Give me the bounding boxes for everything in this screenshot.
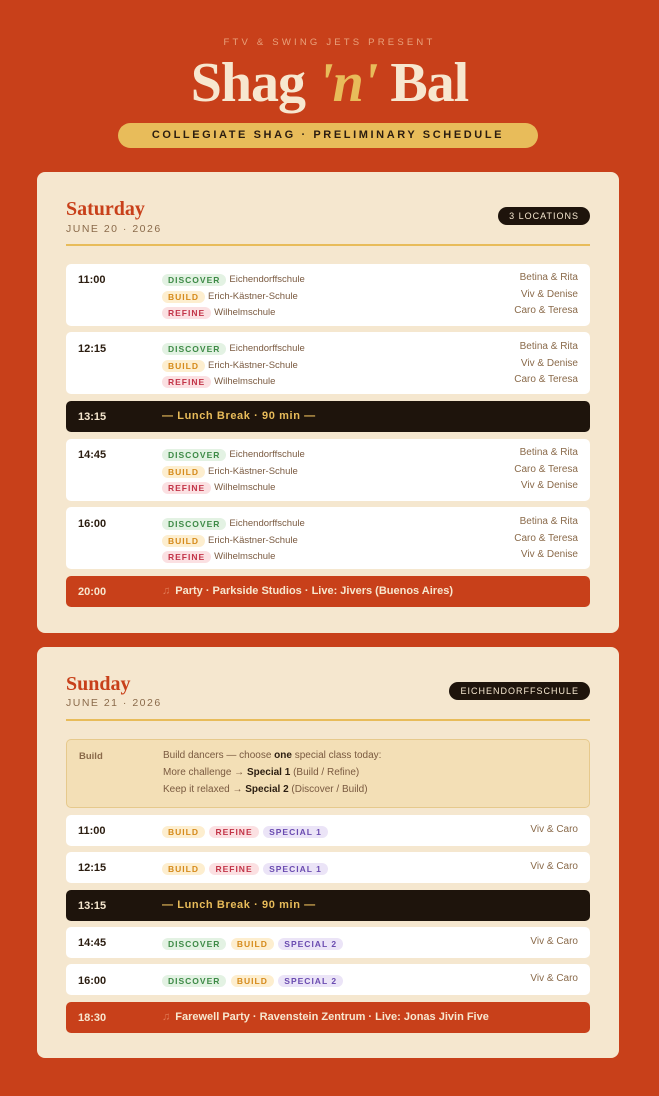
teacher-names: Betina & Rita (519, 272, 578, 283)
slot-time: 14:45 (78, 937, 107, 949)
teacher-names: Viv & Denise (520, 358, 578, 369)
schedule-row[interactable] (66, 927, 590, 958)
venue-name: Wilhelmschule (214, 376, 276, 388)
teacher-names: Viv & Denise (520, 549, 578, 560)
level-tag-build: BUILD (162, 466, 205, 478)
class-line (162, 271, 578, 285)
divider (66, 719, 590, 721)
party-row[interactable] (66, 576, 590, 607)
schedule-subtitle-pill: COLLEGIATE SHAG · PRELIMINARY SCHEDULE (118, 123, 538, 148)
teacher-names: Betina & Rita (519, 516, 578, 527)
note-label: Build (79, 751, 103, 762)
level-tag-discover: DISCOVER (162, 938, 226, 950)
note-text: (Discover / Build) (288, 784, 368, 795)
venue-name: Erich-Kästner-Schule (207, 466, 298, 478)
slot-time: 18:30 (78, 1012, 107, 1024)
schedule-row[interactable] (66, 264, 590, 326)
note-emphasis: Special 2 (245, 784, 289, 795)
day-date: JUNE 20 · 2026 (66, 223, 162, 235)
event-title (0, 50, 659, 116)
schedule-row[interactable] (66, 815, 590, 846)
class-line (162, 304, 578, 318)
level-tag-build: BUILD (231, 975, 274, 987)
teacher-names: Caro & Teresa (514, 464, 578, 475)
divider (66, 244, 590, 246)
level-tag-discover: DISCOVER (162, 518, 226, 530)
level-tag-build: BUILD (162, 863, 205, 875)
teacher-names: Betina & Rita (519, 341, 578, 352)
venue-name: Wilhelmschule (214, 307, 276, 319)
class-line (162, 935, 578, 949)
lunch-break-row (66, 890, 590, 921)
level-tag-discover: DISCOVER (162, 343, 226, 355)
party-label (162, 1011, 489, 1023)
venue-name: Eichendorffschule (229, 343, 305, 355)
venue-name: Eichendorffschule (229, 449, 305, 461)
level-tag-special: SPECIAL 2 (278, 975, 343, 987)
teacher-names: Viv & Denise (520, 289, 578, 300)
note-line (163, 750, 381, 761)
venue-name: Erich-Kästner-Schule (207, 291, 298, 303)
venue-name: Erich-Kästner-Schule (207, 360, 298, 372)
build-dancers-note (66, 739, 590, 808)
venue-name: Erich-Kästner-Schule (207, 535, 298, 547)
slot-time: 13:15 (78, 411, 107, 423)
level-tag-build: BUILD (162, 535, 205, 547)
slot-time: 11:00 (78, 825, 106, 837)
slot-time: 12:15 (78, 343, 107, 355)
class-line (162, 515, 578, 529)
slot-time: 20:00 (78, 586, 107, 598)
day-title: Saturday (66, 198, 145, 220)
teacher-names: Viv & Caro (530, 936, 578, 947)
level-tag-refine: REFINE (162, 376, 211, 388)
teacher-names: Betina & Rita (519, 447, 578, 458)
note-line (163, 767, 359, 778)
title-part-shag: Shag (190, 52, 306, 114)
schedule-row[interactable] (66, 507, 590, 569)
class-line (162, 463, 578, 477)
venue-name: Eichendorffschule (229, 518, 305, 530)
class-line (162, 860, 578, 874)
note-text: More challenge → (163, 767, 247, 778)
class-line (162, 340, 578, 354)
slot-time: 11:00 (78, 274, 106, 286)
title-part-n: 'n' (318, 52, 378, 114)
class-line (162, 823, 578, 837)
teacher-names: Caro & Teresa (514, 305, 578, 316)
note-text: Build dancers — choose (163, 750, 275, 761)
slot-time: 16:00 (78, 518, 107, 530)
party-label (162, 585, 453, 597)
slot-time: 12:15 (78, 862, 107, 874)
day-date: JUNE 21 · 2026 (66, 697, 162, 709)
teacher-names: Viv & Denise (520, 480, 578, 491)
level-tag-discover: DISCOVER (162, 449, 226, 461)
class-line (162, 373, 578, 387)
teacher-names: Viv & Caro (530, 861, 578, 872)
level-tag-build: BUILD (162, 360, 205, 372)
music-note-icon: ♫ (162, 585, 171, 597)
slot-time: 16:00 (78, 975, 107, 987)
venue-badge: EICHENDORFFSCHULE (449, 682, 590, 700)
locations-badge: 3 LOCATIONS (498, 207, 590, 225)
teacher-names: Caro & Teresa (514, 374, 578, 385)
level-tag-refine: REFINE (162, 307, 211, 319)
slot-time: 14:45 (78, 449, 107, 461)
title-part-bal: Bal (390, 52, 469, 114)
schedule-row[interactable] (66, 332, 590, 394)
note-text: special class today: (291, 750, 382, 761)
schedule-row[interactable] (66, 439, 590, 501)
level-tag-refine: REFINE (209, 826, 258, 838)
level-tag-build: BUILD (162, 826, 205, 838)
note-text: Keep it relaxed → (163, 784, 246, 795)
level-tag-refine: REFINE (209, 863, 258, 875)
class-line (162, 532, 578, 546)
level-tag-discover: DISCOVER (162, 975, 226, 987)
class-line (162, 972, 578, 986)
slot-time: 13:15 (78, 900, 107, 912)
saturday-card (37, 172, 619, 633)
lunch-break-row (66, 401, 590, 432)
note-emphasis: one (274, 750, 292, 761)
level-tag-special: SPECIAL 1 (263, 826, 328, 838)
note-text: (Build / Refine) (290, 767, 360, 778)
music-note-icon: ♫ (162, 1011, 171, 1023)
lunch-break-label: — Lunch Break · 90 min — (162, 899, 316, 911)
class-line (162, 288, 578, 302)
schedule-row[interactable] (66, 852, 590, 883)
presenters-kicker: FTV & SWING JETS PRESENT (223, 37, 436, 48)
party-text: Party · Parkside Studios · Live: Jivers (Buenos Aires) (175, 585, 453, 597)
lunch-break-label: — Lunch Break · 90 min — (162, 410, 316, 422)
class-line (162, 446, 578, 460)
level-tag-refine: REFINE (162, 482, 211, 494)
party-row[interactable] (66, 1002, 590, 1033)
note-emphasis: Special 1 (246, 767, 291, 778)
level-tag-discover: DISCOVER (162, 274, 226, 286)
venue-name: Wilhelmschule (214, 551, 276, 563)
teacher-names: Viv & Caro (530, 824, 578, 835)
class-line (162, 357, 578, 371)
venue-name: Wilhelmschule (214, 482, 276, 494)
level-tag-special: SPECIAL 2 (278, 938, 343, 950)
level-tag-special: SPECIAL 1 (263, 863, 328, 875)
day-title: Sunday (66, 673, 131, 695)
party-text: Farewell Party · Ravenstein Zentrum · Live: Jonas Jivin Five (175, 1011, 489, 1023)
schedule-row[interactable] (66, 964, 590, 995)
level-tag-build: BUILD (162, 291, 205, 303)
class-line (162, 548, 578, 562)
class-line (162, 479, 578, 493)
note-line (163, 784, 368, 795)
teacher-names: Viv & Caro (530, 973, 578, 984)
sunday-card (37, 647, 619, 1058)
level-tag-refine: REFINE (162, 551, 211, 563)
level-tag-build: BUILD (231, 938, 274, 950)
teacher-names: Caro & Teresa (514, 533, 578, 544)
venue-name: Eichendorffschule (229, 274, 305, 286)
